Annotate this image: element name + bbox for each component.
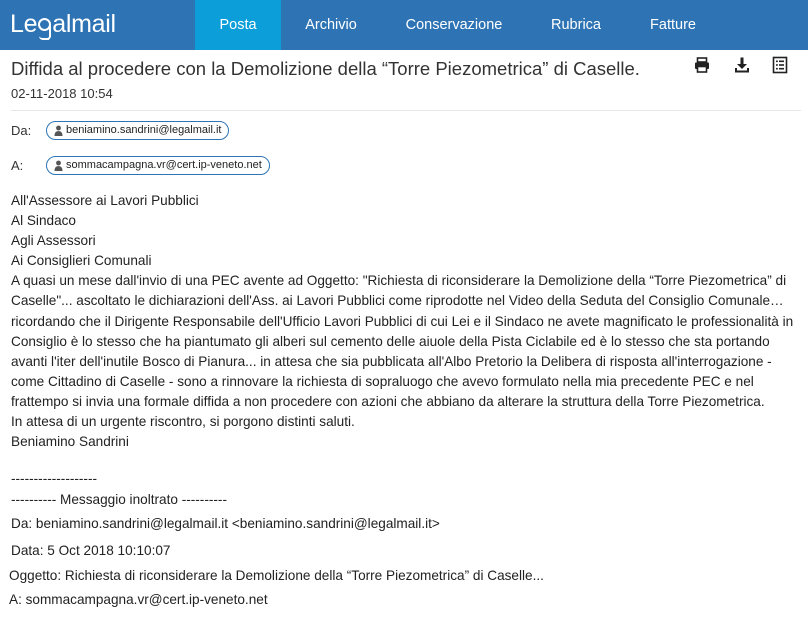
download-icon[interactable] — [733, 56, 751, 74]
forwarded-to: A: sommacampagna.vr@cert.ip-veneto.net — [9, 592, 268, 607]
logo-g-glyph — [37, 6, 52, 42]
print-icon[interactable] — [693, 56, 711, 74]
forwarded-header: ---------- Messaggio inoltrato ---------- — [11, 492, 227, 507]
top-navigation-bar — [0, 0, 808, 50]
signature-separator: ------------------- — [11, 471, 98, 486]
nav-tab-fatture[interactable]: Fatture — [650, 17, 696, 33]
user-icon — [54, 160, 63, 171]
logo-text-start: Le — [10, 10, 38, 38]
from-label: Da: — [11, 123, 32, 138]
message-body — [11, 191, 801, 452]
body-line: All'Assessore ai Lavori Pubblici — [11, 193, 199, 208]
forwarded-from: Da: beniamino.sandrini@legalmail.it <beniamino.sandrini@legalmail.it> — [11, 516, 440, 531]
nav-tab-rubrica[interactable]: Rubrica — [551, 17, 601, 33]
main-nav — [195, 0, 721, 50]
logo-text-end: almail — [52, 10, 116, 38]
to-label: A: — [11, 158, 24, 173]
from-address-chip[interactable] — [46, 121, 229, 140]
message-date: 02-11-2018 10:54 — [11, 86, 113, 101]
signature: Beniamino Sandrini — [11, 434, 129, 450]
details-icon[interactable] — [771, 56, 789, 74]
header-divider — [11, 110, 801, 111]
to-address: sommacampagna.vr@cert.ip-veneto.net — [66, 159, 262, 171]
from-address: beniamino.sandrini@legalmail.it — [66, 124, 222, 136]
body-paragraph: A quasi un mese dall'invio di una PEC avente ad Oggetto: "Richiesta di riconsiderare la Demolizione della “Torre Piezometrica” di Caselle"... ascoltato le dichiarazioni dell'Ass. ai Lavori Pubblici come riprodotte nel Video della Seduta del Consiglio Comunale… ricordando che il Dirigente Responsabile dell'Ufficio Lavori Pubblici di cui Lei e il Sindaco ne avete magnificato le professionalità in Consiglio è lo stesso che ha piantumato gli alberi sul cemento delle aiuole della Pista Ciclabile ed è lo stesso che sta portando avanti l'iter dell'inutile Bosco di Pianura... in attesa che sia pubblicata all'Albo Pretorio la Delibera di risposta all'interrogazione - come Cittadino di Caselle - sono a rinnovare la richiesta di sopraluogo che avevo formulato nella mia precedente PEC e nel frattempo si invia una formale diffida a non procedere con azioni che abbiano da alterare la struttura della Torre Piezometrica. — [11, 273, 794, 409]
forwarded-subject: Oggetto: Richiesta di riconsiderare la Demolizione della “Torre Piezometrica” di Caselle... — [9, 568, 544, 583]
legalmail-logo[interactable] — [10, 6, 116, 46]
message-subject: Diffida al procedere con la Demolizione della “Torre Piezometrica” di Caselle. — [11, 58, 640, 79]
to-address-chip[interactable] — [46, 156, 270, 175]
forwarded-date: Data: 5 Oct 2018 10:10:07 — [11, 543, 171, 558]
nav-tab-archivio[interactable]: Archivio — [305, 17, 357, 33]
nav-tab-conservazione[interactable]: Conservazione — [405, 17, 503, 33]
nav-tab-posta[interactable]: Posta — [195, 0, 281, 50]
user-icon — [54, 125, 63, 136]
body-line: In attesa di un urgente riscontro, si porgono distinti saluti. — [11, 414, 355, 430]
body-line: Ai Consiglieri Comunali — [11, 253, 152, 269]
body-line: Agli Assessori — [11, 233, 96, 249]
body-line: Al Sindaco — [11, 213, 76, 229]
